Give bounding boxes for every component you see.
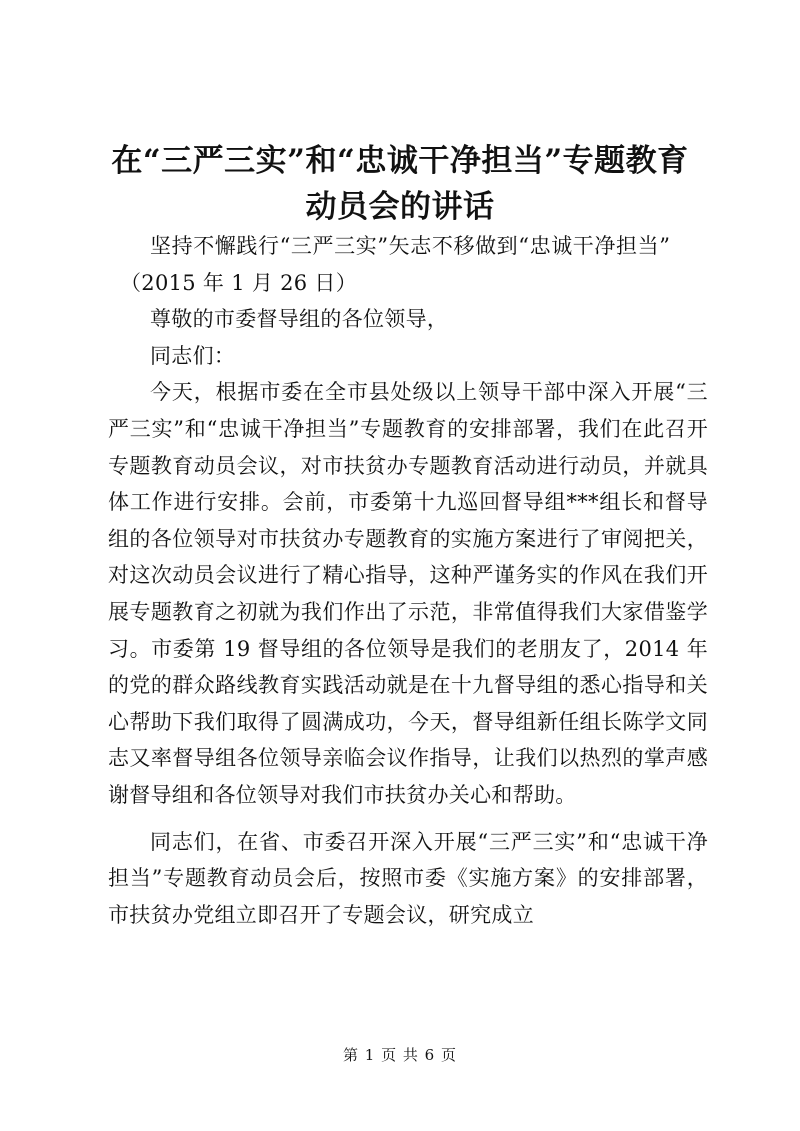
title-line-1: 在“三严三实”和“忠诚干净担当”专题教育 xyxy=(111,143,689,179)
subtitle: 坚持不懈践行“三严三实”矢志不移做到“忠诚干净担当” xyxy=(150,234,671,258)
title-line-2: 动员会的讲话 xyxy=(305,189,495,225)
page-number: 第 1 页 共 6 页 xyxy=(343,1046,457,1064)
salutation-comrades: 同志们： xyxy=(150,343,236,368)
date-line: （2015 年 1 月 26 日） xyxy=(120,270,358,295)
document-title xyxy=(100,138,700,230)
paragraph-1: 今天，根据市委在全市县处级以上领导干部中深入开展“三严三实”和“忠诚干净担当”专题教育的安排部署，我们在此召开专题教育动员会议，对市扶贫办专题教育活动进行动员，并就具体工作进行安排。会前，市委第十九巡回督导组***组长和督导组的各位领导对市扶贫办专题教育的实施方案进行了审阅把关，对这次动员会议进行了精心指导，这种严谨务实的作风在我们开展专题教育之初就为我们作出了示范，非常值得我们大家借鉴学习。市委第 19 督导组的各位领导是我们的老朋友了，2014 年的党的群众路线教育实践活动就是在十九督导组的悉心指导和关心帮助下我们取得了圆满成功，今天，督导组新任组长陈学文同志又率督导组各位领导亲临会议作指导，让我们以热烈的掌声感谢督导组和各位领导对我们市扶贫办关心和帮助。 xyxy=(108,380,708,807)
document-body xyxy=(108,228,708,933)
salutation-leaders: 尊敬的市委督导组的各位领导， xyxy=(150,307,449,332)
paragraph-2: 同志们，在省、市委召开深入开展“三严三实”和“忠诚干净担当”专题教育动员会后，按照市委《实施方案》的安排部署，市扶贫办党组立即召开了专题会议，研究成立 xyxy=(108,829,708,927)
